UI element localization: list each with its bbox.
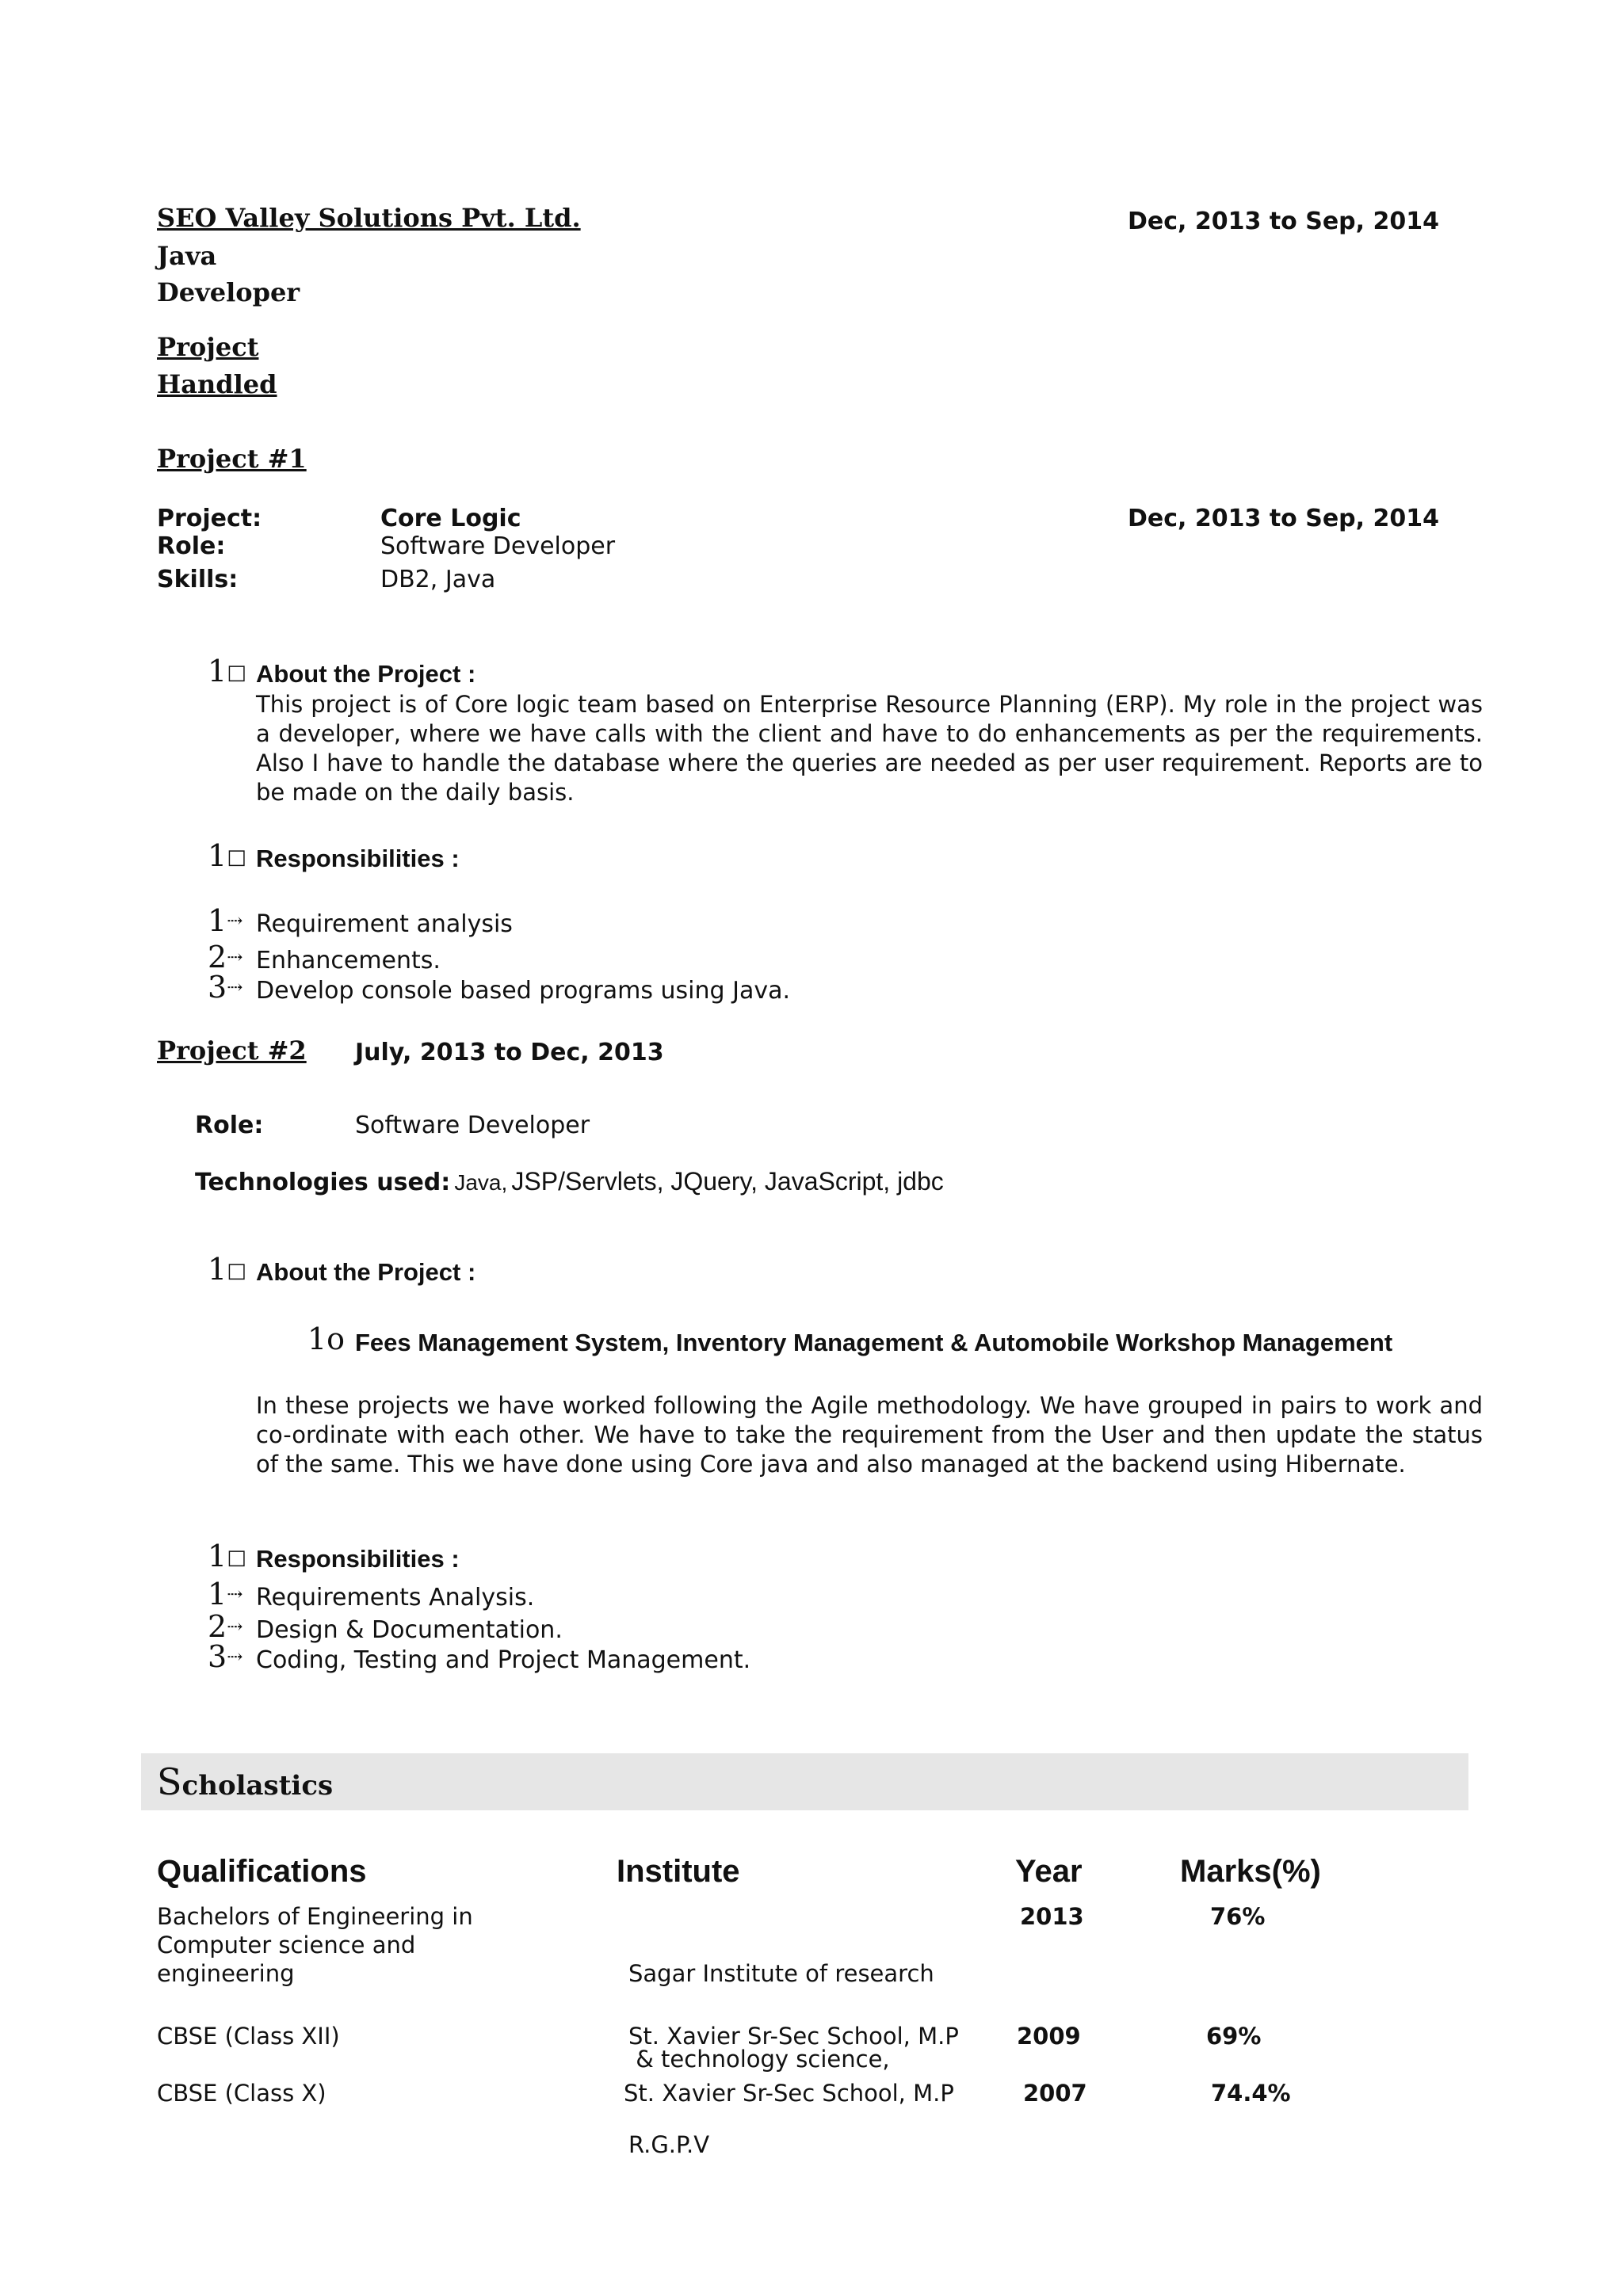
missing-glyph-icon: □: [227, 845, 246, 869]
project2-dates: July, 2013 to Dec, 2013: [355, 1039, 664, 1066]
job-title-line2: Developer: [157, 277, 300, 307]
table-row-2-institute: St. Xavier Sr-Sec School, M.P: [628, 2023, 959, 2050]
project1-project-label: Project:: [157, 505, 262, 532]
project1-project-value: Core Logic: [380, 505, 521, 532]
project1-about-text: This project is of Core logic team based on Enterprise Resource Planning (ERP). My role in the project was a developer, where we have calls with the client and have to do enhancements as per the requirements. Also I have to handle the database where the queries are needed as per user requirement. Reports are to be made on the daily basis.: [256, 691, 1483, 806]
project2-resp-item-2-marker: 2⇢: [208, 1609, 243, 1644]
project1-role-value: Software Developer: [380, 532, 616, 560]
project2-resp-item-2: Design & Documentation.: [256, 1616, 563, 1644]
project1-dates: Dec, 2013 to Sep, 2014: [1128, 505, 1439, 532]
table-row-2-year: 2009: [1017, 2023, 1081, 2050]
project2-resp-bullet: 1□: [208, 1539, 246, 1573]
column-header-marks: Marks(%): [1180, 1854, 1321, 1889]
arrow-icon: ⇢: [227, 1583, 243, 1605]
table-row-1-qualification: Bachelors of Engineering in Computer science and engineering: [157, 1903, 473, 1987]
project2-resp-item-3-marker: 3⇢: [208, 1639, 243, 1674]
project1-resp-bullet: 1□: [208, 838, 246, 873]
project2-resp-item-1: Requirements Analysis.: [256, 1584, 535, 1611]
table-row-3-institute: St. Xavier Sr-Sec School, M.P: [624, 2080, 954, 2107]
table-row-2-qualification: CBSE (Class XII): [157, 2023, 340, 2050]
project2-heading: Project #2: [157, 1035, 307, 1066]
table-row-3-year: 2007: [1023, 2080, 1087, 2107]
column-header-year: Year: [1015, 1854, 1083, 1889]
missing-glyph-icon: □: [227, 1546, 246, 1569]
project2-resp-item-1-marker: 1⇢: [208, 1577, 243, 1611]
project2-about-bullet: 1□: [208, 1252, 246, 1287]
project2-about-heading: About the Project :: [256, 1258, 476, 1286]
table-row-1-marks: 76%: [1210, 1903, 1266, 1930]
project2-tech-value-a: Java,: [454, 1170, 508, 1195]
company-name: SEO Valley Solutions Pvt. Ltd.: [157, 203, 581, 233]
projects-heading-line1: Project: [157, 332, 259, 362]
project1-resp-item-3-marker: 3⇢: [208, 970, 243, 1005]
project1-resp-item-2: Enhancements.: [256, 947, 441, 974]
table-row-3-marks: 74.4%: [1211, 2080, 1291, 2107]
table-row-2-marks: 69%: [1206, 2023, 1262, 2050]
project2-technologies: [195, 1167, 944, 1196]
project1-resp-item-1-marker: 1⇢: [208, 903, 243, 938]
column-header-qualifications: Qualifications: [157, 1854, 367, 1889]
project1-skills-value: DB2, Java: [380, 566, 496, 593]
arrow-icon: ⇢: [227, 976, 243, 998]
project1-resp-item-2-marker: 2⇢: [208, 940, 243, 974]
table-row-3-qualification: CBSE (Class X): [157, 2080, 327, 2107]
project1-heading: Project #1: [157, 444, 307, 474]
project2-sub-heading: Fees Management System, Inventory Management & Automobile Workshop Management: [355, 1329, 1393, 1356]
project1-resp-item-3: Develop console based programs using Java.: [256, 977, 791, 1005]
project2-sub-bullet: 1o: [307, 1322, 346, 1356]
arrow-icon: ⇢: [227, 1615, 243, 1638]
company-dates: Dec, 2013 to Sep, 2014: [1128, 208, 1439, 235]
scholastics-section-bar: [141, 1753, 1468, 1810]
project1-about-bullet: 1□: [208, 654, 246, 688]
project2-resp-item-3: Coding, Testing and Project Management.: [256, 1646, 751, 1674]
scholastics-heading: Scholastics: [157, 1760, 334, 1803]
projects-heading-line2: Handled: [157, 369, 277, 399]
project2-about-text: In these projects we have worked following the Agile methodology. We have grouped in pairs to work and co-ordinate with each other. We have to take the requirement from the User and then update the status of the same. This we have done using Core java and also managed at the backend using Hibernate.: [256, 1392, 1483, 1478]
table-row-1-year: 2013: [1020, 1903, 1084, 1930]
job-title-line1: Java: [157, 241, 217, 271]
project2-role-value: Software Developer: [355, 1112, 590, 1139]
project1-role-label: Role:: [157, 532, 226, 560]
table-row-1-institute: Sagar Institute of research & technology science, R.G.P.V: [628, 1960, 934, 2158]
arrow-icon: ⇢: [227, 910, 243, 932]
missing-glyph-icon: □: [227, 1259, 246, 1283]
project2-tech-value-b: JSP/Servlets, JQuery, JavaScript, jdbc: [511, 1167, 944, 1196]
project1-skills-label: Skills:: [157, 566, 239, 593]
project2-resp-heading: Responsibilities :: [256, 1545, 460, 1573]
project1-resp-item-1: Requirement analysis: [256, 910, 513, 938]
project2-tech-label: Technologies used:: [195, 1169, 451, 1196]
project1-about-heading: About the Project :: [256, 660, 476, 688]
column-header-institute: Institute: [617, 1854, 740, 1889]
project1-resp-heading: Responsibilities :: [256, 845, 460, 872]
project2-role-label: Role:: [195, 1112, 264, 1139]
arrow-icon: ⇢: [227, 1646, 243, 1668]
arrow-icon: ⇢: [227, 946, 243, 968]
missing-glyph-icon: □: [227, 661, 246, 685]
